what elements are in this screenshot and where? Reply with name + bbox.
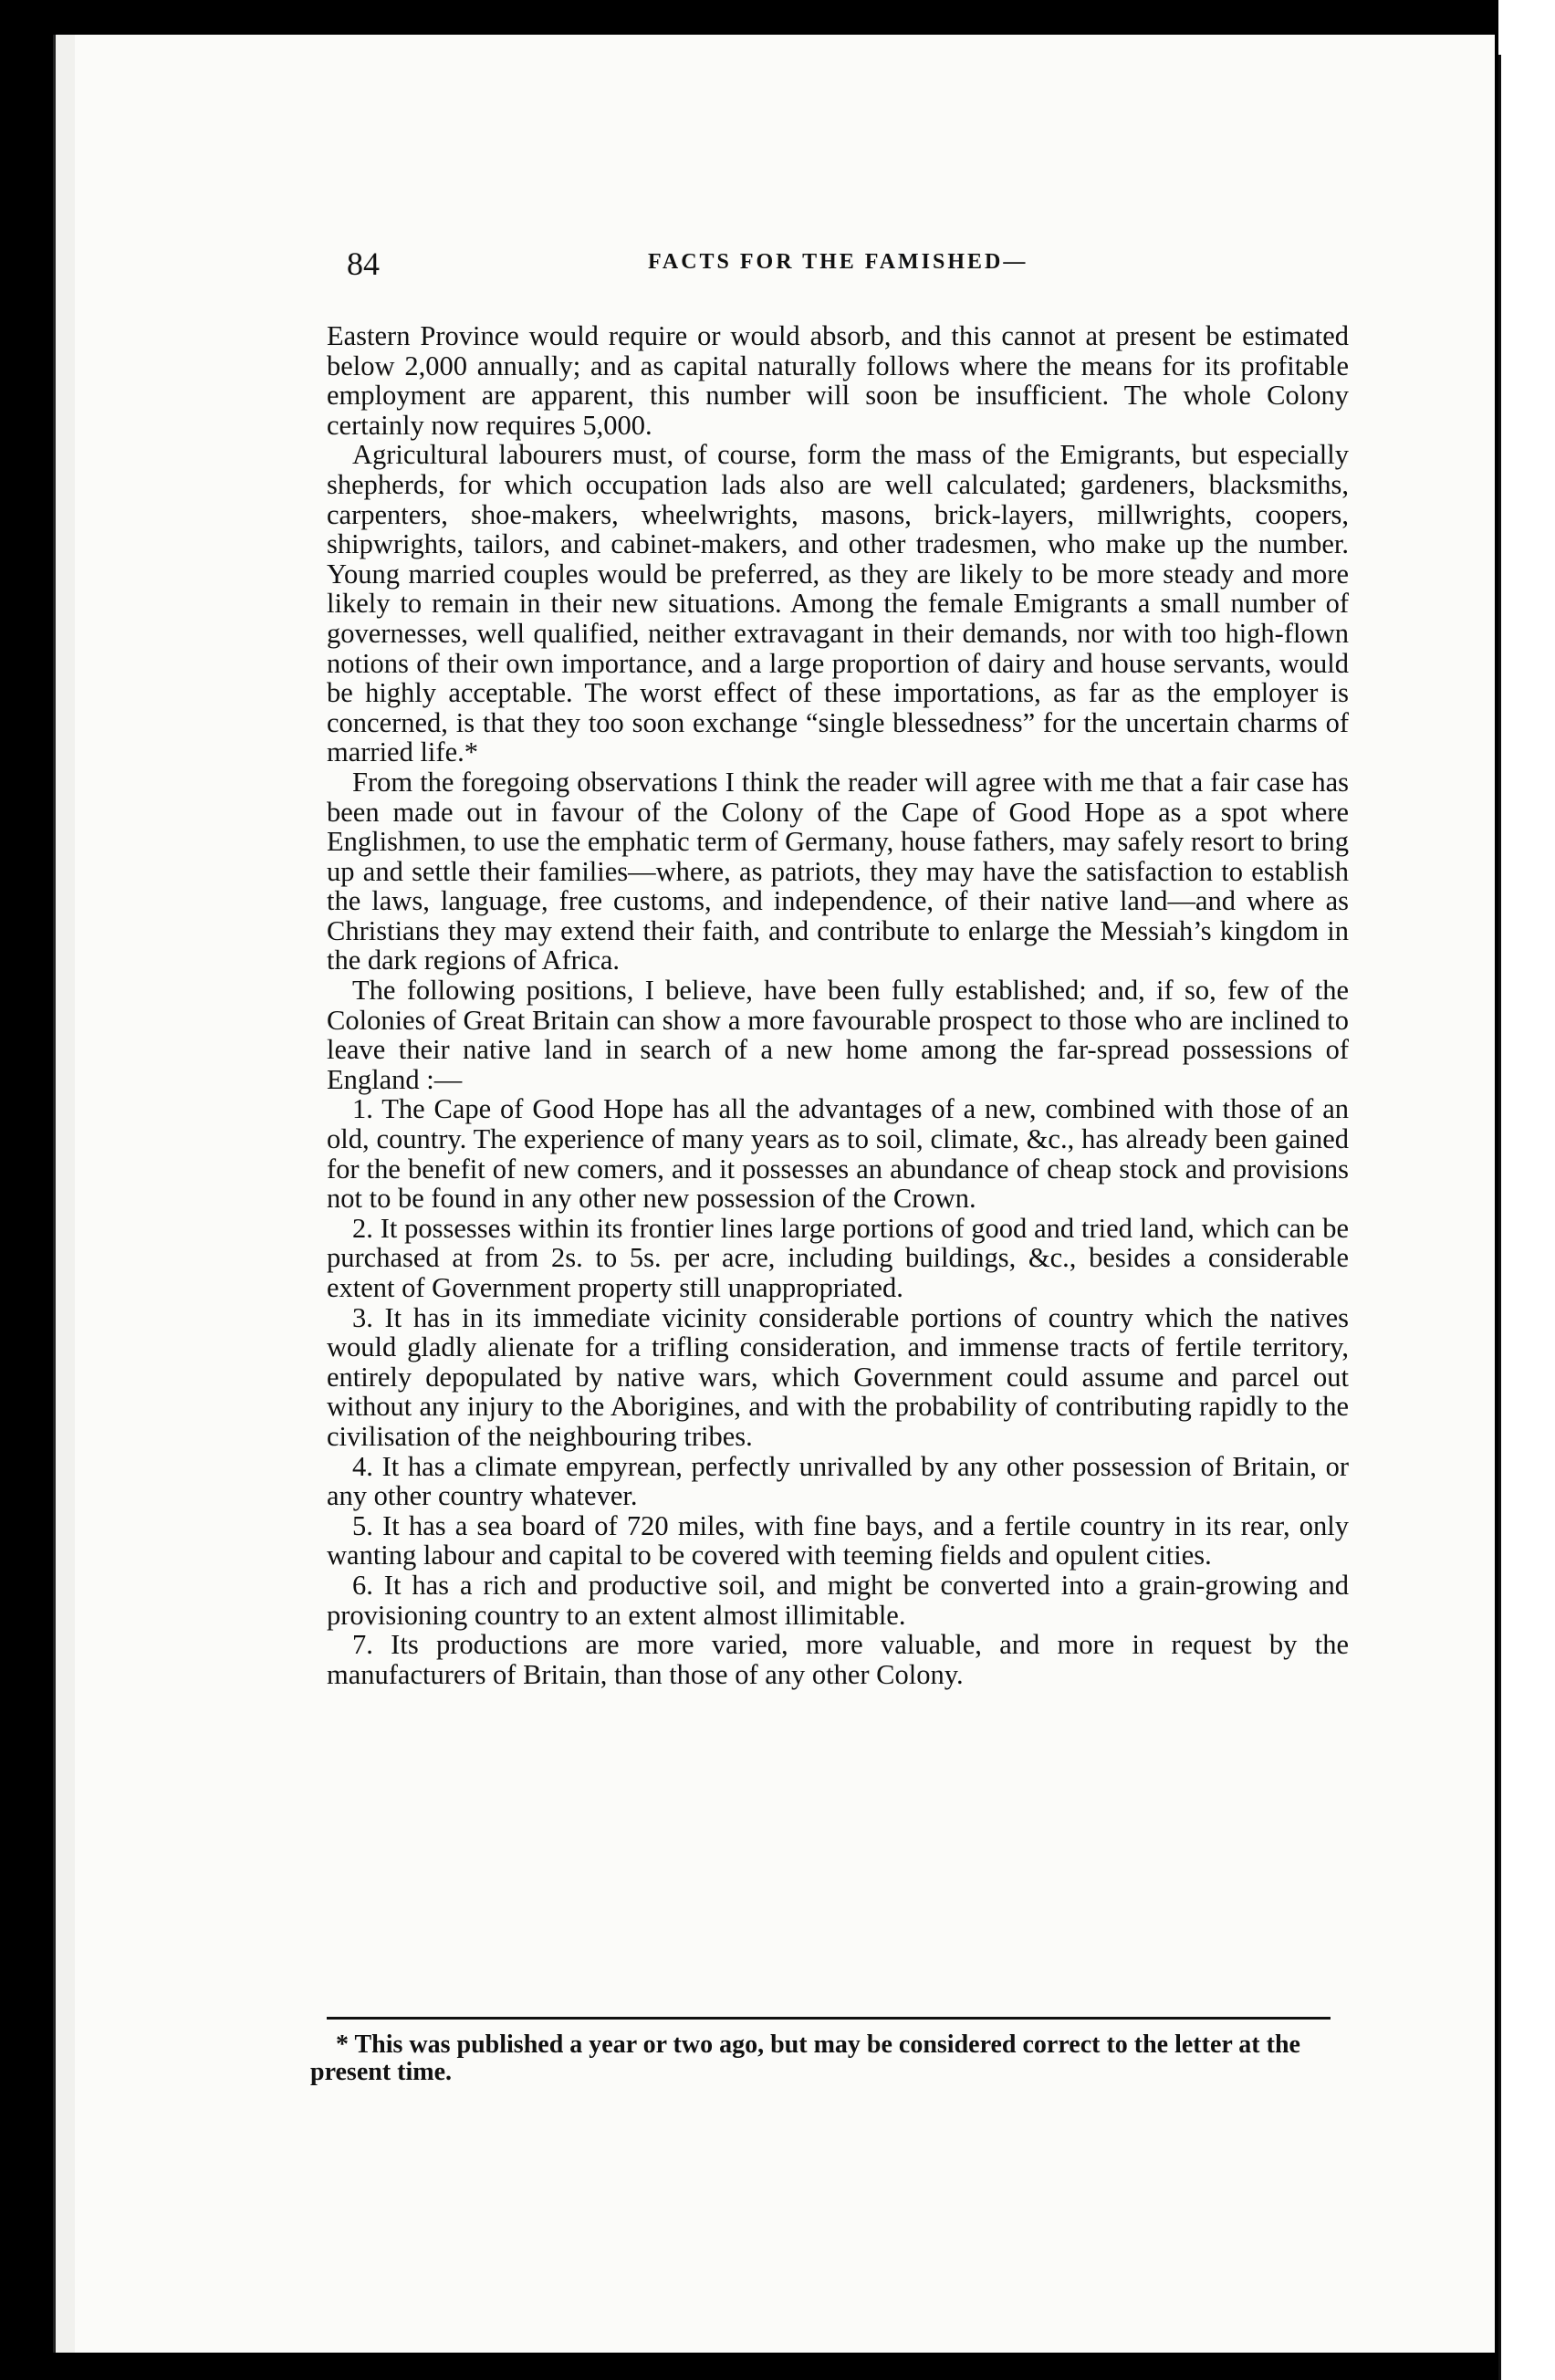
body-text (327, 321, 1349, 1689)
paragraph: From the foregoing observations I think the reader will agree with me that a fair case has been made out in favour of the Colony of the Cape of Good Hope as a spot where Englishmen, to use the emphatic term of Germany, house fathers, may safely resort to bring up and settle their families—where, as patriots, they may have the satisfaction to establish the laws, language, free customs, and independence, of their native land—and where as Christians they may extend their faith, and contribute to enlarge the Messiah’s kingdom in the dark regions of Africa. (327, 766, 1349, 976)
footnote-text: * This was published a year or two ago, but may be considered correct to the letter at the present time. (310, 2030, 1300, 2086)
paragraph: Agricultural labourers must, of course, form the mass of the Emigrants, but especially shepherds, for which occupation lads also are well calculated; gardeners, blacksmiths, carpenters, shoe-makers, wheelwrights, masons, brick-layers, millwrights, coopers, shipwrights, tailors, and cabinet-makers, and other tradesmen, who make up the number. Young married couples would be preferred, as they are likely to be more steady and more likely to remain in their new situations. Among the female Emigrants a small number of governesses, well qualified, neither extravagant in their demands, nor with too high-flown notions of their own importance, and a large proportion of dairy and house servants, would be highly acceptable. The worst effect of these importations, as far as the employer is concerned, is that they too soon exchange “single blessedness” for the uncertain charms of married life.* (327, 439, 1349, 768)
paragraph: The following positions, I believe, have been fully established; and, if so, few of the Colonies of Great Britain can show a more favourable prospect to those who are inclined to leave their native land in search of a new home among the far-spread possessions of England :— (327, 975, 1349, 1095)
facing-page-edge (1498, 0, 1555, 2380)
numbered-point: 2. It possesses within its frontier lines large portions of good and tried land, which can be purchased at from 2s. to 5s. per acre, including buildings, &c., besides a considerable extent of Government property still unappropriated. (327, 1212, 1349, 1303)
numbered-point: 4. It has a climate empyrean, perfectly unrivalled by any other possession of Britain, or any other country whatever. (327, 1450, 1349, 1512)
numbered-point: 5. It has a sea board of 720 miles, with fine bays, and a fertile country in its rear, only wanting labour and capital to be covered with teeming fields and opulent cities. (327, 1509, 1349, 1571)
page-number: 84 (347, 245, 380, 282)
numbered-point: 3. It has in its immediate vicinity considerable portions of country which the natives would gladly alienate for a trifling consideration, and immense tracts of fertile territory, entirely depopulated by native wars, which Government could assume and parcel out without any injury to the Aborigines, and with the probability of contributing rapidly to the civilisation of the neighbouring tribes. (327, 1301, 1349, 1452)
gutter-rule (1498, 55, 1501, 2380)
numbered-point: 6. It has a rich and productive soil, and might be converted into a grain-growing and provisioning country to an extent almost illimitable. (327, 1569, 1349, 1631)
numbered-point: 7. Its productions are more varied, more valuable, and more in request by the manufacturers of Britain, than those of any other Colony. (327, 1629, 1349, 1690)
paragraph: Eastern Province would require or would absorb, and this cannot at present be estimated below 2,000 annually; and as capital naturally follows where the means for its profitable employment are apparent, this number will soon be insufficient. The whole Colony certainly now requires 5,000. (327, 320, 1349, 441)
page-edge (53, 35, 56, 2353)
page-header (347, 245, 1369, 281)
footnote-divider (327, 2017, 1331, 2020)
footnote (310, 2031, 1332, 2086)
numbered-point: 1. The Cape of Good Hope has all the advantages of a new, combined with those of an old, country. The experience of many years as to soil, climate, &c., has already been gained for the benefit of new comers, and it possesses an abundance of cheap stock and provisions not to be found in any other new possession of the Crown. (327, 1093, 1349, 1215)
running-head: FACTS FOR THE FAMISHED— (648, 250, 1028, 274)
